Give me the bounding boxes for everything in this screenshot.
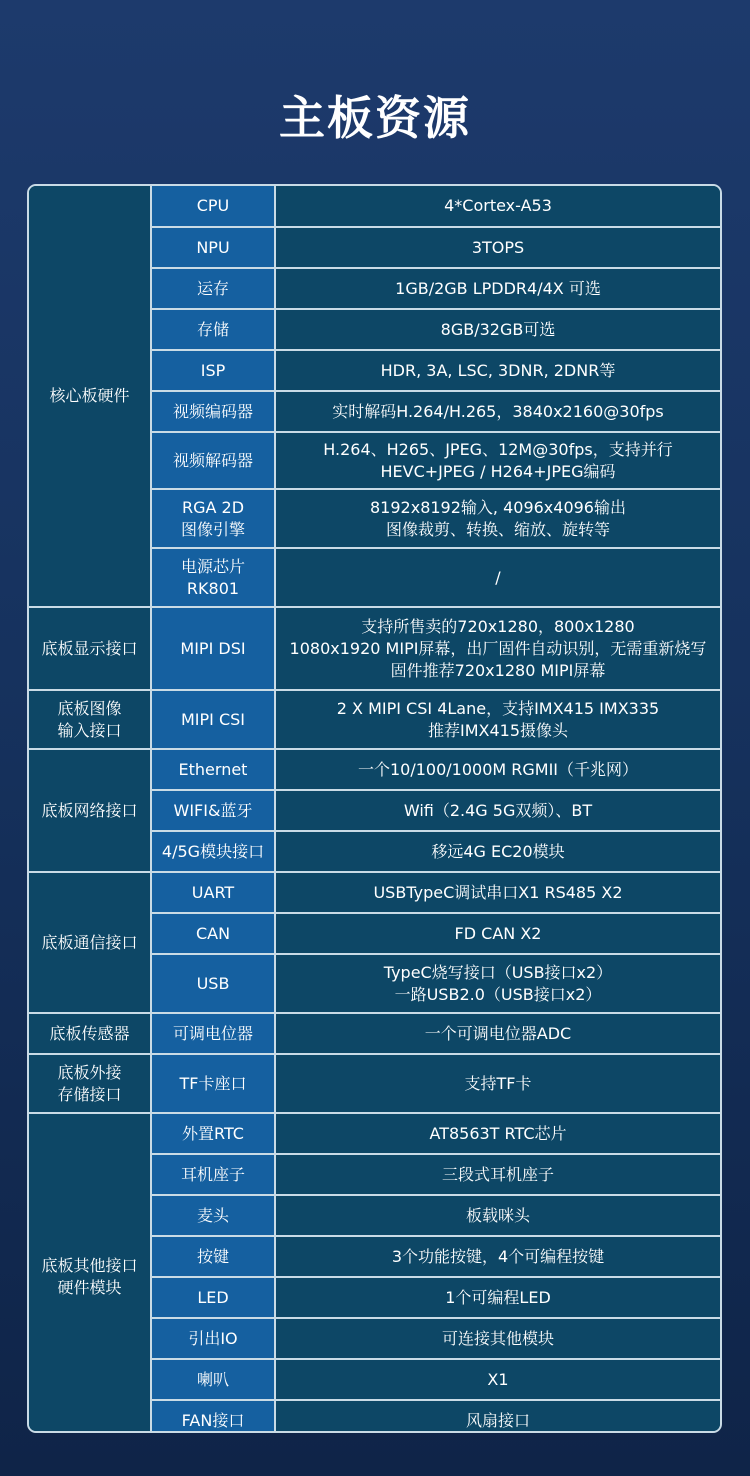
table-row (29, 1113, 720, 1154)
value-cell: H.264、H265、JPEG、12M@30fps，支持并行 HEVC+JPEG / H264+JPEG编码 (275, 432, 720, 489)
value-cell: 一个可调电位器ADC (275, 1013, 720, 1054)
item-cell: 电源芯片 RK801 (151, 548, 275, 607)
spec-table (29, 186, 720, 1433)
table-row (29, 607, 720, 690)
item-cell: LED (151, 1277, 275, 1318)
value-cell: 4*Cortex-A53 (275, 186, 720, 227)
value-cell: 1GB/2GB LPDDR4/4X 可选 (275, 268, 720, 309)
item-cell: 麦头 (151, 1195, 275, 1236)
table-row (29, 690, 720, 749)
value-cell: 2 X MIPI CSI 4Lane，支持IMX415 IMX335 推荐IMX415摄像头 (275, 690, 720, 749)
item-cell: WIFI&蓝牙 (151, 790, 275, 831)
item-cell: RGA 2D 图像引擎 (151, 489, 275, 548)
value-cell: 支持TF卡 (275, 1054, 720, 1113)
item-cell: ISP (151, 350, 275, 391)
item-cell: MIPI DSI (151, 607, 275, 690)
value-cell: 实时解码H.264/H.265，3840x2160@30fps (275, 391, 720, 432)
item-cell: 可调电位器 (151, 1013, 275, 1054)
value-cell: X1 (275, 1359, 720, 1400)
value-cell: TypeC烧写接口（USB接口x2） 一路USB2.0（USB接口x2） (275, 954, 720, 1013)
value-cell: 板载咪头 (275, 1195, 720, 1236)
item-cell: 视频编码器 (151, 391, 275, 432)
item-cell: 耳机座子 (151, 1154, 275, 1195)
category-cell: 底板图像 输入接口 (29, 690, 151, 749)
table-row (29, 749, 720, 790)
value-cell: Wifi（2.4G 5G双频）、BT (275, 790, 720, 831)
item-cell: NPU (151, 227, 275, 268)
table-row (29, 1054, 720, 1113)
category-cell: 底板外接 存储接口 (29, 1054, 151, 1113)
item-cell: CAN (151, 913, 275, 954)
spec-table-container (27, 184, 722, 1433)
value-cell: 3TOPS (275, 227, 720, 268)
category-cell: 底板其他接口 硬件模块 (29, 1113, 151, 1433)
item-cell: 视频解码器 (151, 432, 275, 489)
category-cell: 底板传感器 (29, 1013, 151, 1054)
value-cell: 可连接其他模块 (275, 1318, 720, 1359)
item-cell: CPU (151, 186, 275, 227)
item-cell: UART (151, 872, 275, 913)
value-cell: 1个可编程LED (275, 1277, 720, 1318)
item-cell: 按键 (151, 1236, 275, 1277)
table-row (29, 872, 720, 913)
value-cell: AT8563T RTC芯片 (275, 1113, 720, 1154)
category-cell: 核心板硬件 (29, 186, 151, 607)
table-row (29, 186, 720, 227)
item-cell: 喇叭 (151, 1359, 275, 1400)
value-cell: / (275, 548, 720, 607)
value-cell: FD CAN X2 (275, 913, 720, 954)
value-cell: 一个10/100/1000M RGMII（千兆网） (275, 749, 720, 790)
page-title: 主板资源 (279, 91, 471, 145)
value-cell: 移远4G EC20模块 (275, 831, 720, 872)
value-cell: 三段式耳机座子 (275, 1154, 720, 1195)
item-cell: Ethernet (151, 749, 275, 790)
item-cell: TF卡座口 (151, 1054, 275, 1113)
category-cell: 底板通信接口 (29, 872, 151, 1013)
item-cell: 4/5G模块接口 (151, 831, 275, 872)
category-cell: 底板显示接口 (29, 607, 151, 690)
item-cell: 引出IO (151, 1318, 275, 1359)
value-cell: 8192x8192输入, 4096x4096输出 图像裁剪、转换、缩放、旋转等 (275, 489, 720, 548)
value-cell: 3个功能按键，4个可编程按键 (275, 1236, 720, 1277)
item-cell: 外置RTC (151, 1113, 275, 1154)
item-cell: 存储 (151, 309, 275, 350)
value-cell: 8GB/32GB可选 (275, 309, 720, 350)
value-cell: 支持所售卖的720x1280，800x1280 1080x1920 MIPI屏幕，出厂固件自动识别，无需重新烧写 固件推荐720x1280 MIPI屏幕 (275, 607, 720, 690)
table-row (29, 1013, 720, 1054)
category-cell: 底板网络接口 (29, 749, 151, 872)
item-cell: MIPI CSI (151, 690, 275, 749)
item-cell: 运存 (151, 268, 275, 309)
value-cell: 风扇接口 (275, 1400, 720, 1433)
item-cell: USB (151, 954, 275, 1013)
value-cell: HDR, 3A, LSC, 3DNR, 2DNR等 (275, 350, 720, 391)
item-cell: FAN接口 (151, 1400, 275, 1433)
value-cell: USBTypeC调试串口X1 RS485 X2 (275, 872, 720, 913)
